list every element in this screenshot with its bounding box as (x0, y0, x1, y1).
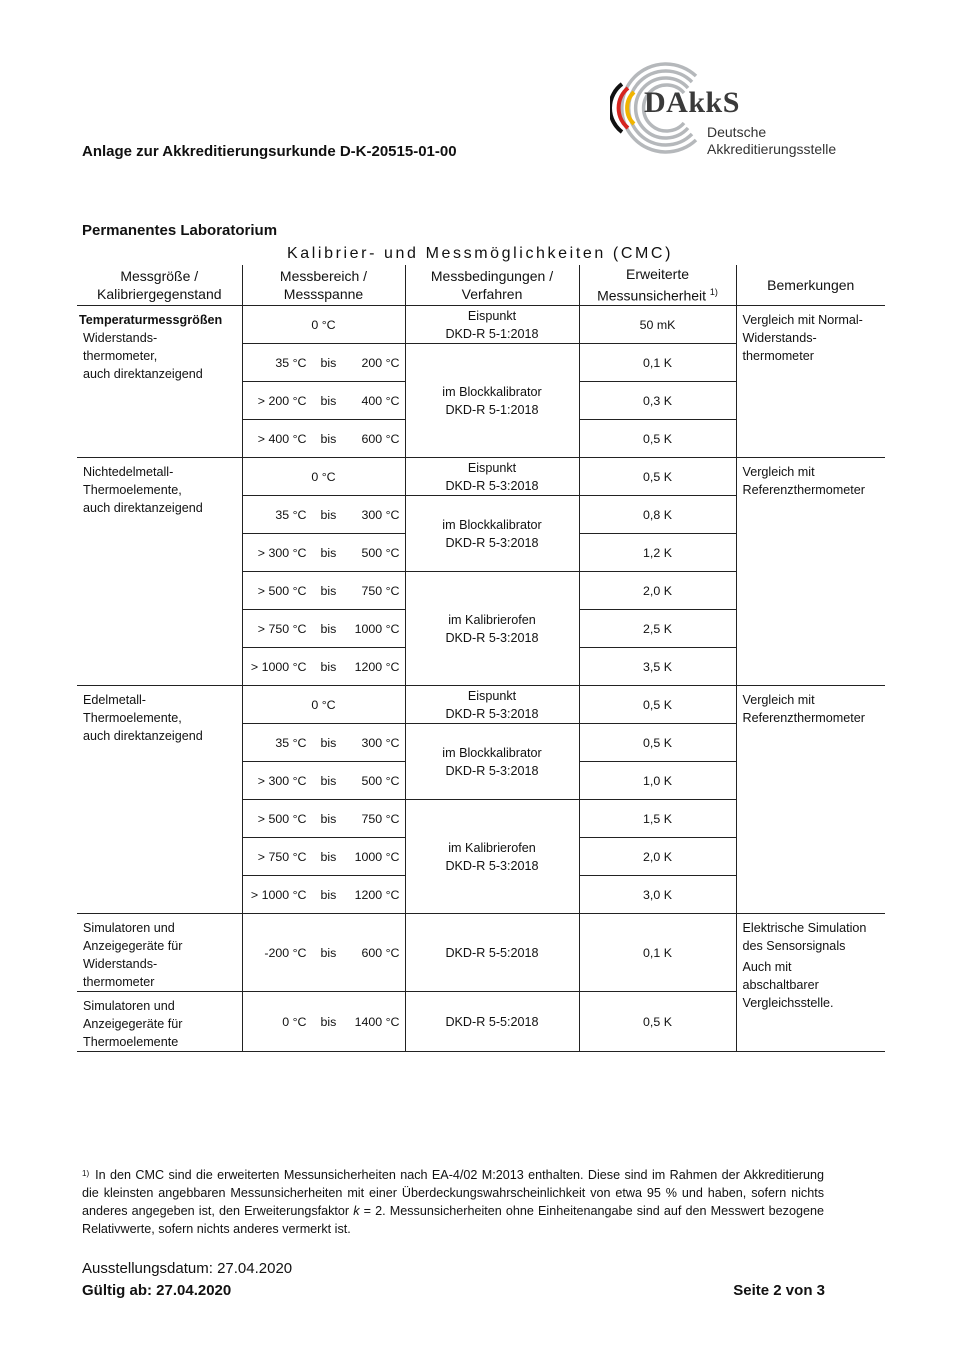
condition-method: im Kalibrierofen (448, 612, 536, 627)
uncertainty-cell: 50 mK (579, 306, 736, 344)
uncertainty-cell: 2,0 K (579, 572, 736, 610)
range-bis: bis (320, 659, 337, 674)
logo-line1: Deutsche (707, 124, 767, 140)
col-header-1: Messgröße / Kalibriergegenstand (77, 265, 242, 306)
range-cell (242, 420, 405, 458)
condition-method: im Kalibrierofen (448, 840, 536, 855)
range-to: 600 °C (361, 431, 400, 446)
range-from: > 1000 °C (250, 887, 307, 902)
condition-method: Eispunkt (467, 688, 517, 703)
uncertainty-cell: 0,5 K (579, 458, 736, 496)
range-to: 400 °C (361, 393, 400, 408)
range-to: 750 °C (361, 811, 400, 826)
condition-standard: DKD-R 5-3:2018 (445, 706, 539, 721)
range-from: 35 °C (275, 507, 307, 522)
range-bis: bis (320, 583, 337, 598)
group-heading: Temperaturmessgrößen (79, 313, 223, 327)
remark-line: Auch mit abschaltbarer Vergleichsstelle. (742, 960, 834, 1010)
range-cell (242, 800, 405, 838)
table-row (77, 914, 885, 992)
range-to: 1200 °C (354, 887, 400, 902)
range-cell (242, 306, 405, 344)
uncertainty-cell: 2,5 K (579, 610, 736, 648)
range-bis: bis (320, 545, 337, 560)
range-to: 750 °C (361, 583, 400, 598)
cmc-table (77, 265, 885, 1052)
range-cell (242, 838, 405, 876)
range-to: 600 °C (361, 945, 400, 960)
range-single: 0 °C (311, 697, 336, 712)
footnote-text-2: = 2. Messunsicherheiten ohne Einheitenangabe sind auf den Messwert bezogene Relativwerte, sofern nichts anderes vermerkt ist. (82, 1204, 824, 1236)
table-header-row (77, 265, 885, 306)
range-cell (242, 610, 405, 648)
range-from: > 400 °C (257, 431, 307, 446)
condition-cell (405, 572, 579, 686)
footnote-mark: 1) (82, 1169, 90, 1178)
uncertainty-cell: 0,5 K (579, 724, 736, 762)
range-bis: bis (320, 431, 337, 446)
range-from: > 750 °C (257, 849, 307, 864)
range-cell (242, 686, 405, 724)
condition-method: Eispunkt (467, 460, 517, 475)
remark-line: Elektrische Simulation des Sensorsignals (742, 921, 867, 953)
range-bis: bis (320, 355, 337, 370)
range-bis: bis (320, 393, 337, 408)
range-from: > 300 °C (257, 545, 307, 560)
footnote-k: k (353, 1204, 360, 1218)
remark-cell (736, 914, 885, 1052)
uncertainty-cell: 2,0 K (579, 838, 736, 876)
range-from: > 200 °C (257, 393, 307, 408)
range-bis: bis (320, 507, 337, 522)
range-single: 0 °C (311, 469, 336, 484)
condition-cell (405, 686, 579, 724)
valid-from: Gültig ab: 27.04.2020 (82, 1282, 232, 1299)
item-label: Edelmetall- Thermoelemente, auch direktanzeigend (83, 693, 203, 743)
table-title: Kalibrier- und Messmöglichkeiten (CMC) (287, 245, 673, 262)
uncertainty-cell: 0,3 K (579, 382, 736, 420)
section-title: Permanentes Laboratorium (82, 222, 278, 239)
range-from: 0 °C (282, 1014, 307, 1029)
condition-standard: DKD-R 5-3:2018 (445, 478, 539, 493)
range-cell (242, 572, 405, 610)
table-row (77, 686, 885, 724)
range-cell (242, 458, 405, 496)
uncertainty-cell: 0,1 K (579, 914, 736, 992)
range-bis: bis (320, 735, 337, 750)
range-from: > 500 °C (257, 583, 307, 598)
condition-standard: DKD-R 5-1:2018 (445, 326, 539, 341)
logo-line2: Akkreditierungsstelle (707, 141, 837, 157)
col-header-3: Messbedingungen / Verfahren (405, 265, 579, 306)
condition-method: im Blockkalibrator (442, 517, 542, 532)
uncertainty-cell: 3,5 K (579, 648, 736, 686)
range-to: 500 °C (361, 545, 400, 560)
col-header-2: Messbereich / Messspanne (242, 265, 405, 306)
remark-cell: Vergleich mit Referenzthermometer (736, 458, 885, 686)
condition-cell (405, 724, 579, 800)
range-single: 0 °C (311, 317, 336, 332)
condition-cell (405, 458, 579, 496)
condition-cell (405, 344, 579, 458)
condition-standard: DKD-R 5-1:2018 (445, 402, 539, 417)
uncertainty-cell: 1,0 K (579, 762, 736, 800)
condition-standard: DKD-R 5-3:2018 (445, 630, 539, 645)
uncertainty-cell: 3,0 K (579, 876, 736, 914)
remark-cell: Vergleich mit Referenzthermometer (736, 686, 885, 914)
condition-standard: DKD-R 5-3:2018 (445, 763, 539, 778)
condition-cell (405, 306, 579, 344)
condition-standard: DKD-R 5-3:2018 (445, 858, 539, 873)
range-from: > 300 °C (257, 773, 307, 788)
footnote-text-1: In den CMC sind die erweiterten Messunsicherheiten nach EA-4/02 M:2013 enthalten. Diese sind im Rahmen der Akkreditierung die kleinsten angebbaren Messunsicherheiten mit einer Überdeckungswahrscheinlichkeit von etwa 95 % und haben, sofern nichts anderes angegeben ist, den Erweiterungsfaktor (82, 1168, 824, 1218)
range-cell (242, 876, 405, 914)
range-bis: bis (320, 945, 337, 960)
uncertainty-cell: 1,2 K (579, 534, 736, 572)
range-from: 35 °C (275, 735, 307, 750)
range-bis: bis (320, 887, 337, 902)
condition-cell (405, 800, 579, 914)
range-cell (242, 762, 405, 800)
uncertainty-cell: 0,5 K (579, 992, 736, 1052)
logo-brand: DAkkS (644, 86, 740, 119)
uncertainty-cell: 0,8 K (579, 496, 736, 534)
item-label: Nichtedelmetall- Thermoelemente, auch direktanzeigend (83, 465, 203, 515)
uncertainty-cell: 0,5 K (579, 420, 736, 458)
range-bis: bis (320, 773, 337, 788)
page-number: Seite 2 von 3 (733, 1282, 825, 1299)
issue-date: Ausstellungsdatum: 27.04.2020 (82, 1260, 293, 1277)
range-cell (242, 382, 405, 420)
range-from: > 500 °C (257, 811, 307, 826)
range-to: 500 °C (361, 773, 400, 788)
range-to: 300 °C (361, 735, 400, 750)
condition-standard: DKD-R 5-3:2018 (445, 535, 539, 550)
item-cell (77, 458, 242, 686)
range-to: 200 °C (361, 355, 400, 370)
col-header-5: Bemerkungen (736, 265, 885, 306)
range-from: > 1000 °C (250, 659, 307, 674)
range-bis: bis (320, 621, 337, 636)
item-cell: Simulatoren und Anzeigegeräte für Thermoelemente (77, 992, 242, 1052)
range-cell (242, 914, 405, 992)
range-bis: bis (320, 1014, 337, 1029)
range-cell (242, 648, 405, 686)
range-to: 1000 °C (354, 849, 400, 864)
range-cell (242, 534, 405, 572)
condition-cell (405, 496, 579, 572)
remark-cell: Vergleich mit Normal- Widerstands- thermometer (736, 306, 885, 458)
range-from: 35 °C (275, 355, 307, 370)
condition-method: im Blockkalibrator (442, 384, 542, 399)
document-title: Anlage zur Akkreditierungsurkunde D-K-20515-01-00 (82, 143, 457, 160)
uncertainty-cell: 0,5 K (579, 686, 736, 724)
range-from: > 750 °C (257, 621, 307, 636)
condition-method: Eispunkt (467, 308, 517, 323)
uncertainty-cell: 1,5 K (579, 800, 736, 838)
table-row (77, 458, 885, 496)
range-cell (242, 724, 405, 762)
dakks-logo (610, 58, 870, 158)
range-bis: bis (320, 849, 337, 864)
range-cell (242, 992, 405, 1052)
condition-method: im Blockkalibrator (442, 745, 542, 760)
range-from: -200 °C (264, 945, 307, 960)
range-to: 1000 °C (354, 621, 400, 636)
condition-cell: DKD-R 5-5:2018 (405, 992, 579, 1052)
item-cell: Simulatoren und Anzeigegeräte für Widerstands- thermometer (77, 914, 242, 992)
range-bis: bis (320, 811, 337, 826)
condition-cell: DKD-R 5-5:2018 (405, 914, 579, 992)
col-header-4: Erweiterte Messunsicherheit $^{1)}$ (579, 265, 736, 306)
range-cell (242, 496, 405, 534)
range-to: 1400 °C (354, 1014, 400, 1029)
item-cell (77, 306, 242, 458)
uncertainty-cell: 0,1 K (579, 344, 736, 382)
item-cell (77, 686, 242, 914)
item-label: Widerstands- thermometer, auch direktanzeigend (83, 331, 203, 381)
table-row (77, 306, 885, 344)
range-cell (242, 344, 405, 382)
range-to: 1200 °C (354, 659, 400, 674)
footnote (82, 1166, 824, 1238)
range-to: 300 °C (361, 507, 400, 522)
